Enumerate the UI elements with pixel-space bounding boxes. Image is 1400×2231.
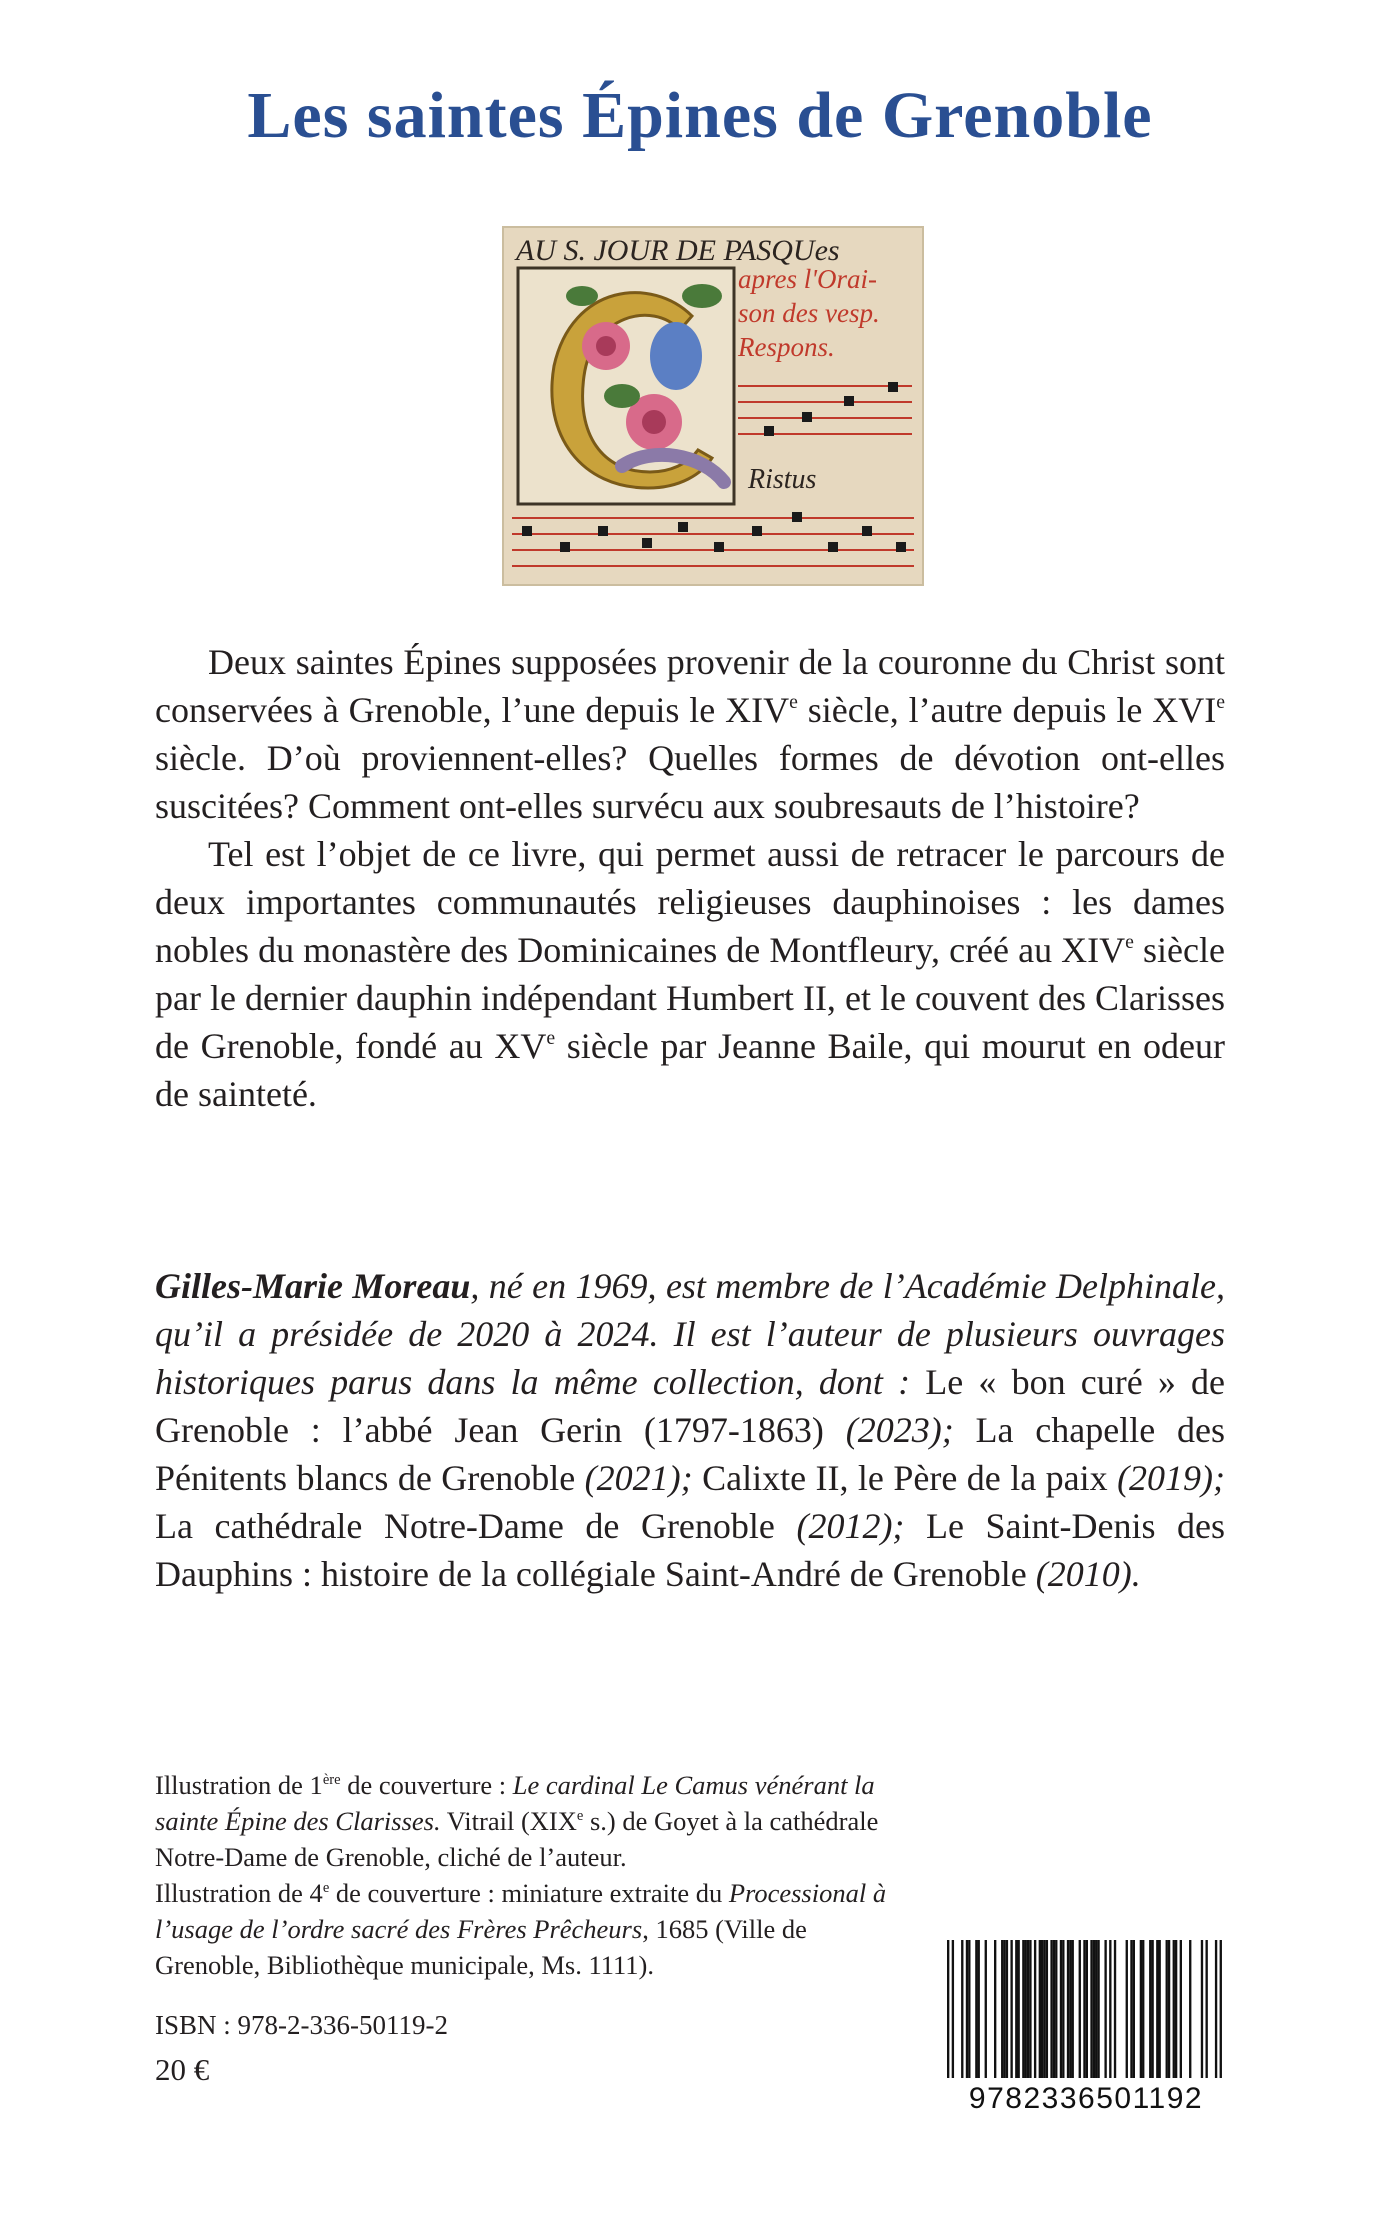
- barcode-bar: [1215, 1940, 1217, 2078]
- blue-flower: [650, 322, 702, 390]
- barcode-bar: [1140, 1940, 1142, 2078]
- barcode-bar: [1015, 1940, 1017, 2078]
- barcode-bar: [1090, 1940, 1092, 2078]
- barcode-bar: [1006, 1940, 1008, 2078]
- barcode-bar: [1168, 1940, 1170, 2078]
- barcode-bar: [1206, 1940, 1208, 2078]
- barcode-bar: [1025, 1940, 1027, 2078]
- author-biography: [155, 1262, 1225, 1598]
- barcode-bar: [975, 1940, 977, 2078]
- barcode-bar: [1093, 1940, 1095, 2078]
- barcode-bar: [1220, 1940, 1222, 2078]
- barcode-bar: [1130, 1940, 1132, 2078]
- barcode-bar: [1043, 1940, 1045, 2078]
- barcode-bar: [1149, 1940, 1151, 2078]
- book-summary: [155, 638, 1225, 1118]
- barcode-bar: [968, 1940, 970, 2078]
- barcode-bar: [1159, 1940, 1161, 2078]
- barcode-bar: [1053, 1940, 1055, 2078]
- isbn-barcode: [941, 1934, 1231, 2114]
- barcode-bar: [1010, 1940, 1012, 2078]
- work-year: (2010).: [1035, 1554, 1141, 1594]
- barcode-bar: [1104, 1940, 1106, 2078]
- barcode-bar: [1133, 1940, 1135, 2078]
- work-title: Le Saint-Denis des Dauphins : histoire de la collégiale Saint-André de Grenoble: [155, 1506, 1226, 1594]
- barcode-bar: [1142, 1940, 1144, 2078]
- barcode-bar: [994, 1940, 996, 2078]
- barcode-bar: [978, 1940, 980, 2078]
- summary-paragraph-1: Deux saintes Épines supposées provenir de la couronne du Christ sont conservées à Grenoble, l’une depuis le XIVe siècle, l’autre depuis le XVIe siècle. D’où proviennent-elles? Quelles formes de dévotion ont-elles suscitées? Comment ont-elles survécu aux soubresauts de l’histoire?: [155, 642, 1225, 826]
- barcode-bar: [1097, 1940, 1099, 2078]
- barcode-bar: [1109, 1940, 1111, 2078]
- barcode-bar: [1069, 1940, 1071, 2078]
- price: 20 €: [155, 2052, 210, 2087]
- work-year: (2021);: [584, 1458, 693, 1498]
- barcode-bar: [1086, 1940, 1088, 2078]
- book-title: Les saintes Épines de Grenoble: [247, 79, 1153, 152]
- barcode-bar: [985, 1940, 987, 2078]
- barcode-bar: [1126, 1940, 1128, 2078]
- author-name: Gilles-Marie Moreau: [155, 1266, 471, 1306]
- barcode-bar: [1175, 1940, 1177, 2078]
- illustration-credits: [155, 1767, 917, 1983]
- barcode-bar: [1072, 1940, 1074, 2078]
- manuscript-miniature: [502, 226, 924, 586]
- barcode-bar: [1173, 1940, 1175, 2078]
- barcode-bar: [1095, 1940, 1097, 2078]
- barcode-bar: [1067, 1940, 1069, 2078]
- barcode-bar: [1180, 1940, 1182, 2078]
- barcode-bar: [1079, 1940, 1081, 2078]
- summary-paragraph-2: Tel est l’objet de ce livre, qui permet aussi de retracer le parcours de deux importantes communautés religieuses dauphinoises : les dames nobles du monastère des Dominicaines de Montfleury, créé au XIVe siècle par le dernier dauphin indépendant Humbert II, et le couvent des Clarisses de Grenoble, fondé au XVe siècle par Jeanne Baile, qui mourut en odeur de sainteté.: [155, 834, 1225, 1114]
- barcode-bar: [1041, 1940, 1043, 2078]
- barcode-bar: [1027, 1940, 1029, 2078]
- barcode-bar: [1022, 1940, 1024, 2078]
- barcode-bar: [1201, 1940, 1203, 2078]
- work-title: La chapelle des Pénitents blancs de Grenoble: [155, 1410, 1226, 1498]
- barcode-bar: [1189, 1940, 1191, 2078]
- work-title: Calixte II, le Père de la paix: [702, 1458, 1108, 1498]
- isbn: ISBN : 978-2-336-50119-2: [155, 2010, 448, 2040]
- manuscript-header-text: AU S. JOUR DE PASQUes: [516, 234, 840, 267]
- work-title: Le « bon curé » de Grenoble : l’abbé Jean Gerin (1797-1863): [155, 1362, 1225, 1450]
- barcode-bar: [1055, 1940, 1057, 2078]
- rubric-line: son des vesp.: [738, 298, 880, 328]
- green-leaf: [604, 384, 640, 408]
- barcode-bar: [1156, 1940, 1158, 2078]
- rubric-line: Respons.: [738, 332, 835, 362]
- barcode-bar: [1062, 1940, 1064, 2078]
- barcode-bar: [1083, 1940, 1085, 2078]
- barcode-bar: [947, 1940, 949, 2078]
- front-cover-credit: Illustration de 1ère de couverture : Le cardinal Le Camus vénérant la sainte Épine des Clarisses. Vitrail (XIXe s.) de Goyet à la cathédrale Notre-Dame de Grenoble, cliché de l’auteur.: [155, 1770, 879, 1872]
- author-intro: , né en 1969, est membre de l’Académie Delphinale, qu’il a présidée de 2020 à 2024. Il est l’auteur de plusieurs ouvrages historiques parus dans la même collection, dont :: [155, 1266, 1226, 1402]
- barcode-bar: [1114, 1940, 1116, 2078]
- barcode-bar: [1018, 1940, 1020, 2078]
- barcode-bar: [961, 1940, 963, 2078]
- back-cover-credit: Illustration de 4e de couverture : miniature extraite du Processional à l’usage de l’ordre sacré des Frères Prêcheurs, 1685 (Ville de Grenoble, Bibliothèque municipale, Ms. 1111).: [155, 1878, 887, 1980]
- work-year: (2023);: [845, 1410, 954, 1450]
- barcode-bar: [1039, 1940, 1041, 2078]
- barcode-bar: [1151, 1940, 1153, 2078]
- barcode-bar: [1046, 1940, 1048, 2078]
- barcode-bar: [1166, 1940, 1168, 2078]
- barcode-bar: [966, 1940, 968, 2078]
- barcode-bar: [1029, 1940, 1031, 2078]
- barcode-digits: 9782336501192: [968, 2082, 1204, 2114]
- barcode-bar: [952, 1940, 954, 2078]
- barcode-bar: [1001, 1940, 1003, 2078]
- work-year: (2012);: [796, 1506, 905, 1546]
- barcode-bar: [1034, 1940, 1036, 2078]
- barcode-bar: [1060, 1940, 1062, 2078]
- manuscript-word: Ristus: [748, 464, 817, 495]
- rubric-line: apres l'Orai-: [738, 264, 878, 294]
- work-year: (2019);: [1117, 1458, 1226, 1498]
- barcode-bar: [1050, 1940, 1052, 2078]
- work-title: La cathédrale Notre-Dame de Grenoble: [155, 1506, 775, 1546]
- barcode-bar: [1003, 1940, 1005, 2078]
